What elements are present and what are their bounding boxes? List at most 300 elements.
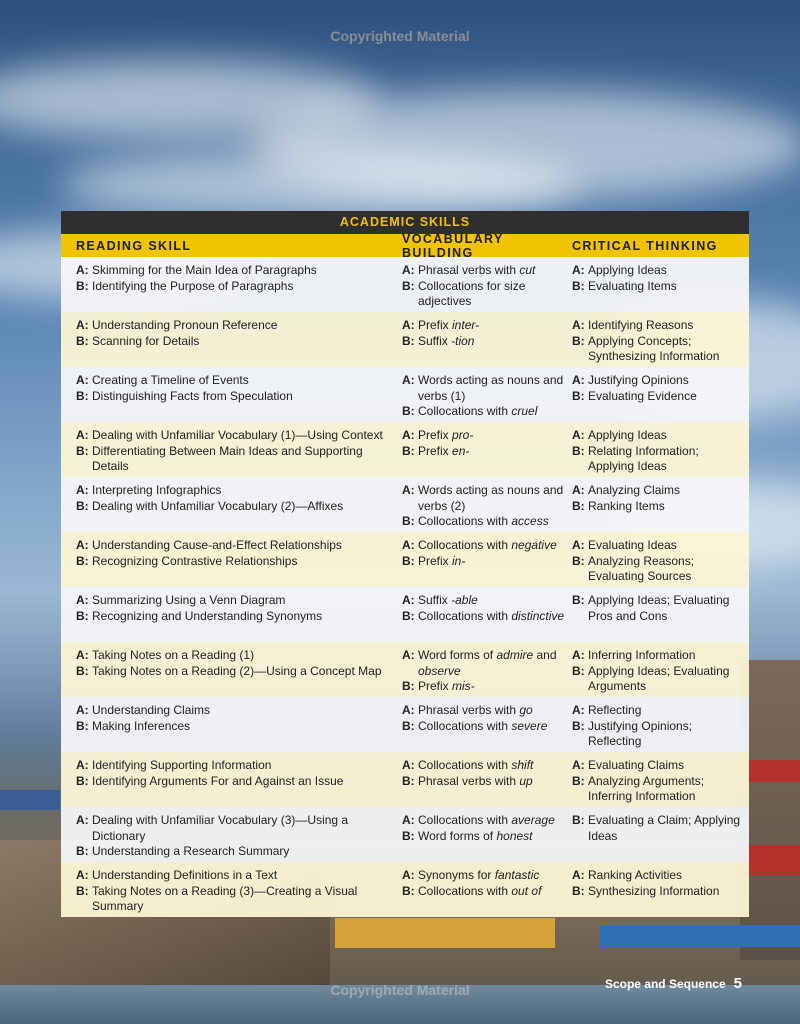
item-label: A: [572,428,585,442]
item-text [418,719,572,735]
skill-item [76,884,387,915]
skill-item [76,389,387,405]
item-text: Dealing with Unfamiliar Vocabulary (2)—Affixes [92,498,344,513]
critical-thinking-cell [572,538,749,587]
item-label: A: [572,373,585,387]
skill-item [402,758,572,774]
item-text-plain: Collocations with [418,813,512,827]
item-text: Evaluating Ideas [588,538,677,552]
item-label: A: [402,703,415,717]
item-text-italic: up [519,773,533,788]
skill-item [572,593,749,624]
skill-item [76,538,387,554]
vocabulary-cell [387,593,572,642]
reading-skill-cell [61,538,387,587]
skill-item [76,263,387,279]
item-text: Reflecting [588,703,642,717]
item-label: B: [402,773,415,788]
item-text: Synthesizing Information [588,883,720,898]
skill-item [572,334,749,365]
skill-item [76,444,387,475]
item-text: Justifying Opinions; Reflecting [588,718,693,749]
item-text-plain: Collocations with [418,758,512,772]
page-number: 5 [733,975,742,992]
critical-thinking-cell [572,758,749,807]
skill-item [76,648,387,664]
item-label: B: [76,883,89,898]
reading-skill-cell [61,428,387,477]
skill-item [572,538,749,554]
item-label: A: [76,538,89,552]
item-text-plain: Collocations for size adjectives [418,278,526,309]
item-text-plain: Collocations with [418,608,512,623]
skill-item [76,703,387,719]
item-text: Applying Concepts; Synthesizing Information [588,333,720,364]
item-text-italic: fantastic [494,868,540,882]
header-reading-skill: READING SKILL [76,238,192,253]
item-label: B: [572,593,585,607]
item-text: Evaluating Evidence [588,388,697,403]
item-label: A: [572,318,585,332]
item-text-plain: Word forms of [418,648,497,662]
item-text: Applying Ideas; Evaluating Arguments [588,663,730,694]
item-label: B: [402,718,415,733]
item-text-italic: access [511,514,549,529]
item-label: B: [402,828,415,843]
item-text: Analyzing Claims [588,483,681,497]
item-text [418,679,572,695]
page-footer [605,975,742,992]
skill-item [402,884,572,900]
item-text: Interpreting Infographics [92,483,222,497]
skill-item [76,868,387,884]
item-label: A: [572,483,585,497]
item-text-plain: Suffix [418,333,452,348]
table-row [61,257,749,312]
item-text: Relating Information; Applying Ideas [588,443,699,474]
table-row [61,587,749,642]
skill-item [76,774,387,790]
item-text: Recognizing Contrastive Relationships [92,553,298,568]
item-text-plain: Prefix [418,679,453,694]
item-label: A: [572,758,585,772]
item-label: B: [572,333,585,348]
skill-item [572,758,749,774]
skill-item [402,829,572,845]
item-text-italic: out of [511,883,542,898]
item-label: B: [572,498,585,513]
item-text: Inferring Information [588,648,696,662]
item-text [418,318,572,334]
item-label: A: [402,813,415,827]
vocabulary-cell [387,813,572,862]
item-text-plain: Phrasal verbs with [418,703,520,717]
skill-item [402,279,572,310]
critical-thinking-cell [572,373,749,422]
skill-item [402,263,572,279]
item-text: Understanding Pronoun Reference [92,318,278,332]
item-text [418,664,572,680]
item-label: B: [402,553,415,568]
table-row [61,367,749,422]
header-critical-thinking: CRITICAL THINKING [572,238,718,253]
item-label: A: [76,758,89,772]
skill-item [76,334,387,350]
item-text [418,609,572,625]
item-label: B: [76,333,89,348]
item-text: Dealing with Unfamiliar Vocabulary (3)—Using a Dictionary [92,813,349,843]
vocabulary-cell [387,758,572,807]
item-text: Identifying Supporting Information [92,758,272,772]
item-label: A: [76,373,89,387]
item-label: B: [572,663,585,678]
item-text-italic: mis- [452,679,475,694]
item-label: A: [572,538,585,552]
skill-item [572,813,749,844]
item-text-plain: Words acting as nouns and verbs (2) [418,483,564,513]
item-text: Understanding a Research Summary [92,844,290,859]
critical-thinking-cell [572,318,749,367]
skill-item [402,318,572,334]
reading-skill-cell [61,868,387,917]
skill-item [402,444,572,460]
item-text: Dealing with Unfamiliar Vocabulary (1)—Using Context [92,428,383,442]
skill-item [76,499,387,515]
item-text: Applying Ideas [588,263,667,277]
item-text: Creating a Timeline of Events [92,373,249,387]
item-text-plain: Phrasal verbs with [418,773,520,788]
item-text [418,703,572,719]
item-label [402,664,418,680]
item-text: Identifying the Purpose of Paragraphs [92,278,294,293]
skill-item [76,428,387,444]
item-label: A: [76,703,89,717]
item-text: Evaluating Claims [588,758,685,772]
skill-item [572,884,749,900]
critical-thinking-cell [572,703,749,752]
item-text: Evaluating a Claim; Applying Ideas [588,813,741,843]
skill-item [402,703,572,719]
item-text-plain: Collocations with [418,404,512,419]
item-label: A: [76,868,89,882]
skill-item [76,373,387,389]
item-text [418,758,572,774]
item-text-italic: en- [452,443,470,458]
item-text-italic: severe [511,718,548,733]
item-label: B: [572,553,585,568]
copyright-watermark: Copyrighted Material [330,28,470,44]
item-text: Evaluating Items [588,278,677,293]
item-text: Ranking Items [588,498,665,513]
item-label: B: [572,883,585,898]
skill-item [402,428,572,444]
item-text: Taking Notes on a Reading (2)—Using a Concept Map [92,663,382,678]
skill-item [76,609,387,625]
item-label: B: [76,844,89,859]
skill-item [572,373,749,389]
item-text-italic: -able [451,593,478,607]
skill-item [572,428,749,444]
table-row [61,807,749,862]
item-text-plain: Word forms of [418,828,497,843]
skill-item [76,554,387,570]
item-label: B: [76,553,89,568]
vocabulary-cell [387,263,572,312]
reading-skill-cell [61,483,387,532]
skill-item [402,813,572,829]
item-text: Taking Notes on a Reading (3)—Creating a Visual Summary [92,883,358,914]
skill-item [572,263,749,279]
item-label: B: [572,773,585,788]
skill-item [402,593,572,609]
item-label: B: [402,514,415,529]
skill-item [572,499,749,515]
skill-item [76,664,387,680]
item-text-plain: Phrasal verbs with [418,263,520,277]
item-label: B: [572,388,585,403]
critical-thinking-cell [572,263,749,312]
skill-item [402,774,572,790]
item-label: B: [76,498,89,513]
reading-skill-cell [61,373,387,422]
critical-thinking-cell [572,648,749,697]
reading-skill-cell [61,758,387,807]
item-text-plain: Collocations with [418,514,512,529]
item-text-plain: Collocations with [418,718,512,733]
table-row [61,477,749,532]
table-row [61,422,749,477]
item-text: Identifying Arguments For and Against an Issue [92,773,344,788]
table-row [61,862,749,917]
item-text: Summarizing Using a Venn Diagram [92,593,286,607]
reading-skill-cell [61,263,387,312]
skill-item [76,813,387,844]
item-label: B: [402,883,415,898]
item-text [418,404,572,420]
skill-item [76,593,387,609]
skill-item [572,389,749,405]
item-label: B: [572,443,585,458]
reading-skill-cell [61,813,387,862]
item-text [418,868,572,884]
item-text-italic: average [511,813,555,827]
item-text-italic: go [519,703,533,717]
item-text: Taking Notes on a Reading (1) [92,648,255,662]
skill-item [76,279,387,295]
item-text [418,554,572,570]
table-row [61,532,749,587]
item-text: Scanning for Details [92,333,200,348]
skill-item [402,868,572,884]
item-text: Understanding Cause-and-Effect Relationships [92,538,342,552]
skill-item [76,318,387,334]
item-text-plain: Suffix [418,593,452,607]
item-label: A: [402,373,415,387]
item-text-italic: cut [519,263,536,277]
item-label: B: [572,278,585,293]
item-label: A: [402,428,415,442]
item-label: A: [76,318,89,332]
skill-item [402,609,572,625]
vocabulary-cell [387,703,572,752]
item-text [418,774,572,790]
item-text-italic: inter- [452,318,480,332]
skill-item [402,538,572,554]
item-text: Justifying Opinions [588,373,689,387]
skill-item [572,318,749,334]
skill-item [572,483,749,499]
item-text: Differentiating Between Main Ideas and Supporting Details [92,443,363,474]
item-label: B: [76,388,89,403]
item-text: Identifying Reasons [588,318,694,332]
item-label: B: [76,278,89,293]
skill-item [402,404,572,420]
critical-thinking-cell [572,813,749,862]
item-label: B: [402,278,415,293]
item-text-plain: Words acting as nouns and verbs (1) [418,373,564,403]
item-label: A: [76,593,89,607]
item-text [418,514,572,530]
skill-item [402,554,572,570]
item-label: A: [76,648,89,662]
item-label: A: [402,538,415,552]
item-text-italic: observe [418,663,461,678]
item-text [418,373,572,404]
item-text [418,263,572,279]
vocabulary-cell [387,868,572,917]
item-text [418,648,572,664]
item-text-italic: shift [511,758,534,772]
reading-skill-cell [61,703,387,752]
reading-skill-cell [61,593,387,642]
skill-item [402,373,572,404]
item-label: A: [402,648,415,662]
item-text-italic: honest [496,828,533,843]
skill-item [572,279,749,295]
item-label: A: [572,868,585,882]
skill-item [76,483,387,499]
item-label: B: [572,718,585,733]
skill-item [402,334,572,350]
item-text-plain: Prefix [418,428,453,442]
skill-item [76,844,387,860]
vocabulary-cell [387,483,572,532]
item-text [418,829,572,845]
item-label: A: [402,318,415,332]
item-text-plain: Synonyms for [418,868,495,882]
footer-section-title: Scope and Sequence [604,977,726,991]
item-label: B: [402,404,415,419]
item-text: Analyzing Arguments; Inferring Information [588,773,705,804]
item-text-italic: distinctive [511,608,565,623]
item-label: A: [402,593,415,607]
skill-item [572,664,749,695]
item-text [418,428,572,444]
critical-thinking-cell [572,868,749,917]
item-text: Understanding Definitions in a Text [92,868,278,882]
item-text: Understanding Claims [92,703,211,717]
critical-thinking-cell [572,483,749,532]
vocabulary-cell [387,648,572,697]
item-label: A: [76,428,89,442]
vocabulary-cell [387,428,572,477]
skill-item [572,719,749,750]
item-label: B: [402,608,415,623]
reading-skill-cell [61,318,387,367]
item-text: Skimming for the Main Idea of Paragraphs [92,263,317,277]
skill-item [572,703,749,719]
item-text-plain: Prefix [418,553,453,568]
vocabulary-cell [387,318,572,367]
item-label: B: [76,443,89,458]
skill-item [76,719,387,735]
item-text-plain: Collocations with [418,883,512,898]
item-label: A: [572,263,585,277]
item-text-suffix: and [533,648,557,662]
copyright-watermark-bottom: Copyrighted Material [330,982,470,998]
item-text [418,279,572,310]
item-text: Making Inferences [92,718,191,733]
item-label: A: [402,483,415,497]
item-label: B: [76,608,89,623]
skill-item [402,514,572,530]
item-text [418,334,572,350]
item-label: A: [76,263,89,277]
skill-item [402,483,572,514]
skill-item [402,664,572,680]
item-label: B: [76,718,89,733]
item-text: Analyzing Reasons; Evaluating Sources [588,553,695,584]
skill-item [402,719,572,735]
item-text-italic: pro- [452,428,474,442]
item-text-italic: admire [496,648,534,662]
item-text-plain: Prefix [418,443,453,458]
vocabulary-cell [387,538,572,587]
item-text-italic: in- [452,553,466,568]
reading-skill-cell [61,648,387,697]
skill-item [572,648,749,664]
item-text [418,444,572,460]
item-text: Applying Ideas [588,428,667,442]
table-row [61,752,749,807]
skill-item [572,554,749,585]
item-text: Ranking Activities [588,868,683,882]
item-label: B: [402,333,415,348]
item-text: Applying Ideas; Evaluating Pros and Cons [588,593,730,623]
table-row [61,312,749,367]
item-text [418,593,572,609]
item-label: A: [402,758,415,772]
critical-thinking-cell [572,593,749,642]
table-row [61,697,749,752]
item-text: Recognizing and Understanding Synonyms [92,608,323,623]
item-label: B: [76,663,89,678]
critical-thinking-cell [572,428,749,477]
skill-item [402,648,572,664]
item-label: B: [402,443,415,458]
item-text-italic: -tion [451,333,475,348]
table-title: ACADEMIC SKILLS [61,211,749,234]
table-body [61,257,749,917]
skill-item [402,679,572,695]
vocabulary-cell [387,373,572,422]
item-text [418,483,572,514]
item-text: Distinguishing Facts from Speculation [92,388,293,403]
item-text-plain: Prefix [418,318,453,332]
item-label: A: [76,813,89,827]
item-text [418,884,572,900]
academic-skills-table [61,211,749,918]
